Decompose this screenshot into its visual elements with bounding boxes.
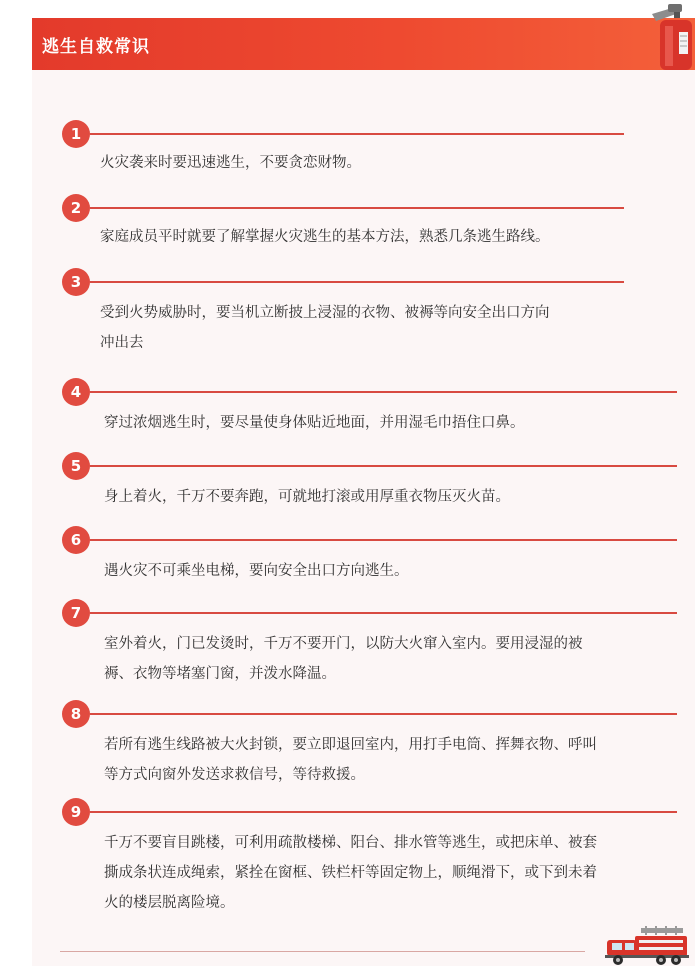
divider: [90, 207, 624, 209]
item-text: 若所有逃生线路被大火封锁，要立即退回室内，用打手电筒、挥舞衣物、呼叫 等方式向窗外发送求救信号，等待救援。: [104, 737, 597, 783]
divider: [90, 811, 677, 813]
item-text: 家庭成员平时就要了解掌握火灾逃生的基本方法，熟悉几条逃生路线。: [100, 229, 550, 245]
item-number-badge: 4: [62, 378, 90, 406]
fire-truck-icon: [601, 922, 691, 966]
divider: [90, 539, 677, 541]
bottom-divider: [60, 951, 585, 952]
item-number-badge: 5: [62, 452, 90, 480]
item-number-badge: 9: [62, 798, 90, 826]
item-text: 千万不要盲目跳楼，可利用疏散楼梯、阳台、排水管等逃生，或把床单、被套 撕成条状连成绳索，紧拴在窗框、铁栏杆等固定物上，顺绳滑下，或下到未着 火的楼层脱离险境。: [104, 835, 597, 911]
divider: [90, 713, 677, 715]
divider: [90, 133, 624, 135]
item-number-badge: 2: [62, 194, 90, 222]
content-panel: [32, 70, 695, 966]
item-number-badge: 7: [62, 599, 90, 627]
item-text: 遇火灾不可乘坐电梯，要向安全出口方向逃生。: [104, 563, 409, 579]
item-text: 受到火势威胁时，要当机立断披上浸湿的衣物、被褥等向安全出口方向 冲出去: [100, 305, 550, 351]
divider: [90, 465, 677, 467]
item-number-badge: 3: [62, 268, 90, 296]
item-text: 身上着火，千万不要奔跑，可就地打滚或用厚重衣物压灭火苗。: [104, 489, 510, 505]
fire-extinguisher-icon: [646, 2, 695, 70]
item-text: 火灾袭来时要迅速逃生，不要贪恋财物。: [100, 155, 361, 171]
divider: [90, 281, 624, 283]
page-title: 逃生自救常识: [42, 37, 150, 57]
divider: [90, 612, 677, 614]
section-header: [32, 18, 695, 70]
item-number-badge: 1: [62, 120, 90, 148]
divider: [90, 391, 677, 393]
item-number-badge: 6: [62, 526, 90, 554]
item-number-badge: 8: [62, 700, 90, 728]
item-text: 室外着火，门已发烫时，千万不要开门，以防大火窜入室内。要用浸湿的被 褥、衣物等堵塞门窗，并泼水降温。: [104, 636, 583, 682]
item-text: 穿过浓烟逃生时，要尽量使身体贴近地面，并用湿毛巾捂住口鼻。: [104, 415, 525, 431]
